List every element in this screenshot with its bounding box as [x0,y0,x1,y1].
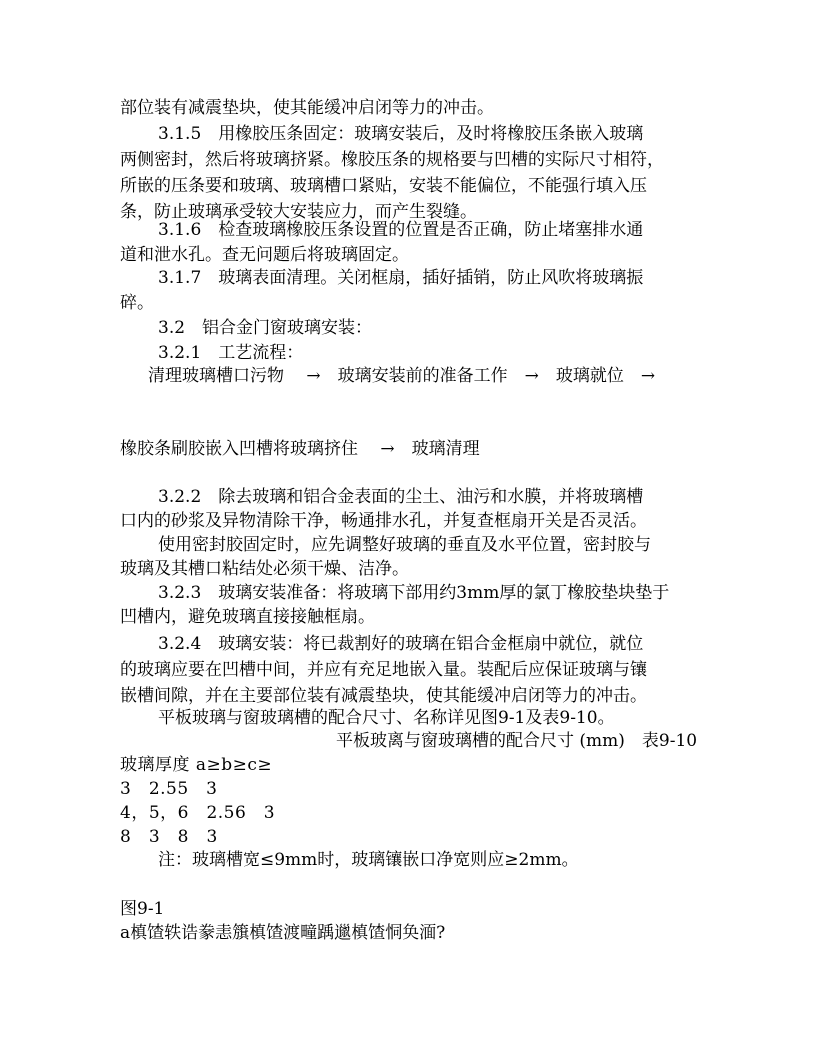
paragraph-line: 条，防止玻璃承受较大安装应力，而产生裂缝。 [120,202,477,222]
process-flow-line-1: 清理玻璃槽口污物 → 玻璃安装前的准备工作 → 玻璃就位 → [148,366,656,386]
paragraph-line: 所嵌的压条要和玻璃、玻璃槽口紧贴，安装不能偏位，不能强行填入压 [120,176,647,196]
figure-label: 图9-1 [120,899,165,919]
section-3-1-6: 3.1.6 检查玻璃橡胶压条设置的位置是否正确，防止堵塞排水通 [158,220,644,240]
garbled-figure-caption: a槙馇轶诰豢恚籏槙馇渡疃踽邋槙馇恫奂湎? [120,923,446,943]
section-3-2-heading: 3.2 铝合金门窗玻璃安装： [158,318,373,338]
table-row: 8 3 8 3 [120,827,218,847]
paragraph-line: 玻璃及其槽口粘结处必须干燥、洁净。 [120,559,409,579]
section-3-2-4: 3.2.4 玻璃安装：将已裁割好的玻璃在铝合金框扇中就位，就位 [158,634,644,654]
section-3-1-5: 3.1.5 用橡胶压条固定：玻璃安装后，及时将橡胶压条嵌入玻璃 [158,124,644,144]
section-3-2-2: 3.2.2 除去玻璃和铝合金表面的尘土、油污和水膜，并将玻璃槽 [158,487,644,507]
section-3-2-3: 3.2.3 玻璃安装准备：将玻璃下部用约3mm厚的氯丁橡胶垫块垫于 [158,583,670,603]
process-flow-line-2: 橡胶条刷胶嵌入凹槽将玻璃挤住 → 玻璃清理 [120,439,480,459]
paragraph-line: 部位装有减震垫块，使其能缓冲启闭等力的冲击。 [120,98,494,118]
paragraph-line: 嵌槽间隙，并在主要部位装有减震垫块，使其能缓冲启闭等力的冲击。 [120,686,647,706]
table-row: 3 2.55 3 [120,779,218,799]
paragraph-line: 平板玻璃与窗玻璃槽的配合尺寸、名称详见图9-1及表9-10。 [158,708,615,728]
paragraph-line: 口内的砂浆及异物清除干净，畅通排水孔，并复查框扇开关是否灵活。 [120,511,647,531]
paragraph-line: 使用密封胶固定时，应先调整好玻璃的垂直及水平位置，密封胶与 [158,535,651,555]
section-3-1-7: 3.1.7 玻璃表面清理。关闭框扇，插好插销，防止风吹将玻璃振 [158,268,644,288]
table-row: 4，5，6 2.56 3 [120,803,276,823]
paragraph-line: 的玻璃应要在凹槽中间，并应有充足地嵌入量。装配后应保证玻璃与镶 [120,660,647,680]
table-caption: 平板玻离与窗玻璃槽的配合尺寸 (mm) 表9-10 [336,731,698,751]
table-note: 注：玻璃槽宽≤9mm时，玻璃镶嵌口净宽则应≥2mm。 [158,850,579,870]
paragraph-line: 道和泄水孔。查无问题后将玻璃固定。 [120,245,409,265]
table-header-row: 玻璃厚度 a≥b≥c≥ [120,755,273,775]
paragraph-line: 两侧密封，然后将玻璃挤紧。橡胶压条的规格要与凹槽的实际尺寸相符， [120,150,664,170]
paragraph-line: 碎。 [120,293,154,313]
section-3-2-1: 3.2.1 工艺流程： [158,343,304,363]
paragraph-line: 凹槽内，避免玻璃直接接触框扇。 [120,607,375,627]
